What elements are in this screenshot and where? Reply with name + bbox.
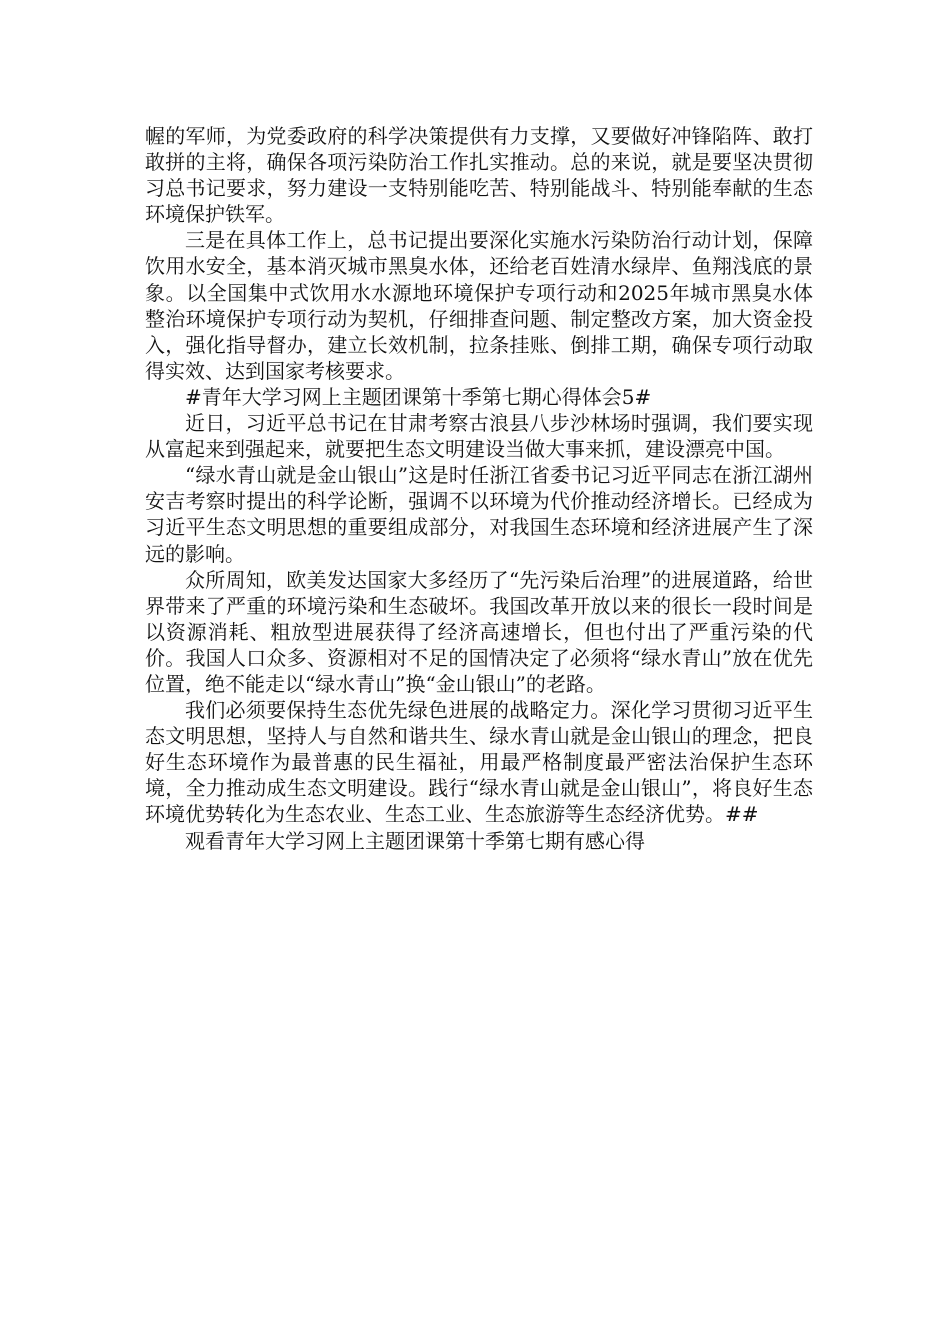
section-heading: #青年大学习网上主题团课第十季第七期心得体会5# bbox=[185, 384, 652, 409]
paragraph-6: 众所周知，欧美发达国家大多经历了“先污染后治理”的进展道路，给世界带来了严重的环境污染和生态破坏。我国改革开放以来的很长一段时间是以资源消耗、粗放型进展获得了经济高速增长，但也付出了严重污染的代价。我国人口众多、资源相对不足的国情决定了必须将“绿水青山”放在优先位置，绝不能走以“绿水青山”换“金山银山”的老路。 bbox=[145, 567, 813, 696]
paragraph-8: 观看青年大学习网上主题团课第十季第七期有感心得 bbox=[185, 828, 645, 853]
paragraph-7: 我们必须要保持生态优先绿色进展的战略定力。深化学习贯彻习近平生态文明思想，坚持人与自然和谐共生、绿水青山就是金山银山的理念，把良好生态环境作为最普惠的民生福祉，用最严格制度最严密法治保护生态环境，全力推动成生态文明建设。践行“绿水青山就是金山银山”，将良好生态环境优势转化为生态农业、生态工业、生态旅游等生态经济优势。## bbox=[145, 698, 813, 827]
document-body bbox=[145, 123, 813, 854]
paragraph-5: “绿水青山就是金山银山”这是时任浙江省委书记习近平同志在浙江湖州安吉考察时提出的科学论断，强调不以环境为代价推动经济增长。已经成为习近平生态文明思想的重要组成部分，对我国生态环境和经济进展产生了深远的影响。 bbox=[145, 463, 813, 566]
paragraph-1: 幄的军师，为党委政府的科学决策提供有力支撑，又要做好冲锋陷阵、敢打敢拼的主将，确保各项污染防治工作扎实推动。总的来说，就是要坚决贯彻习总书记要求，努力建设一支特别能吃苦、特别能战斗、特别能奉献的生态环境保护铁军。 bbox=[145, 124, 813, 227]
paragraph-2: 三是在具体工作上，总书记提出要深化实施水污染防治行动计划，保障饮用水安全，基本消灭城市黑臭水体，还给老百姓清水绿岸、鱼翔浅底的景象。以全国集中式饮用水水源地环境保护专项行动和2025年城市黑臭水体整治环境保护专项行动为契机，仔细排查问题、制定整改方案，加大资金投入，强化指导督办，建立长效机制，拉条挂账、倒排工期，确保专项行动取得实效、达到国家考核要求。 bbox=[145, 228, 813, 383]
paragraph-4: 近日，习近平总书记在甘肃考察古浪县八步沙林场时强调，我们要实现从富起来到强起来，就要把生态文明建设当做大事来抓，建设漂亮中国。 bbox=[145, 411, 813, 462]
